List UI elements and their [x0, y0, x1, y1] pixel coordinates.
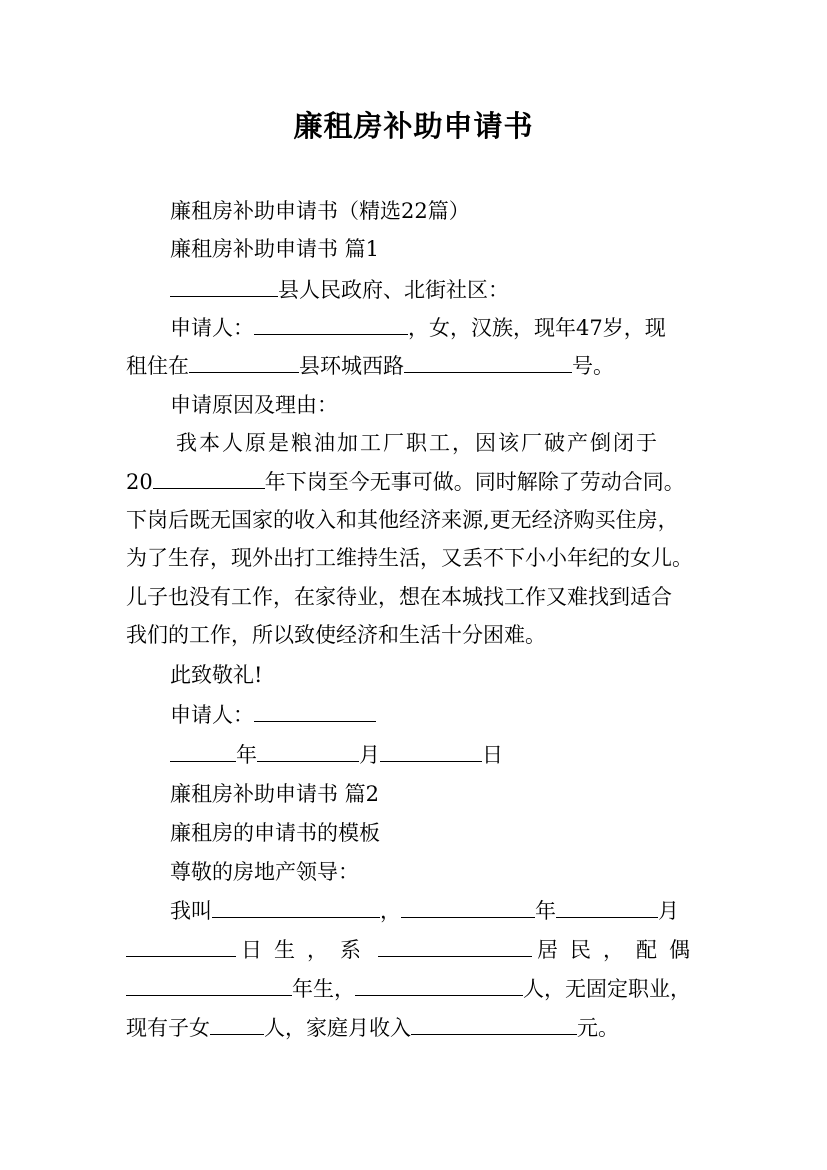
applicant-label: 申请人： — [170, 316, 254, 340]
body-line-4: 为了生存，现外出打工维持生活，又丢不下小小年纪的女儿。 — [126, 546, 693, 570]
signature-label: 申请人： — [170, 703, 254, 727]
signature-line — [170, 700, 376, 730]
birth-year-blank — [401, 899, 535, 918]
article-1-heading: 廉租房补助申请书 篇1 — [170, 237, 380, 261]
document-heading: 廉租房补助申请书（精选22篇） — [170, 199, 470, 223]
document-title: 廉租房补助申请书 — [293, 109, 534, 143]
body-line-3: 下岗后既无国家的收入和其他经济来源,更无经济购买住房， — [126, 508, 679, 532]
closing-line: 此致敬礼! — [170, 663, 263, 687]
date-month-blank — [257, 743, 359, 762]
birth-year-label: 年 — [535, 899, 556, 923]
form-line-4 — [126, 1013, 619, 1043]
body-line-1: 我本人原是粮油加工厂职工，因该厂破产倒闭于 — [176, 431, 659, 455]
residence-prefix: 租住在 — [126, 354, 189, 378]
name-prefix: 我叫 — [170, 899, 212, 923]
residence-suffix: 号。 — [572, 354, 614, 378]
children-count-blank — [210, 1016, 264, 1035]
body-line-2 — [126, 467, 685, 497]
name-comma: ， — [380, 899, 401, 923]
birth-day-blank — [126, 938, 236, 957]
body-line-6: 我们的工作，所以致使经济和生活十分困难。 — [126, 623, 546, 647]
body-line-2-text: 年下岗至今无事可做。同时解除了劳动合同。 — [264, 470, 685, 494]
date-line — [170, 740, 503, 770]
resident-spouse-text: 居民，配偶 — [537, 938, 702, 962]
addressee-line — [170, 275, 509, 305]
layoff-year-blank — [153, 470, 265, 489]
spouse-born-text: 年生， — [292, 977, 355, 1001]
form-line-1 — [170, 896, 679, 926]
salutation-line: 尊敬的房地产领导： — [170, 860, 359, 884]
born-text: 日生，系 — [241, 938, 373, 962]
signature-blank — [254, 703, 376, 722]
name-blank — [212, 899, 380, 918]
date-year-blank — [170, 743, 236, 762]
no-job-text: 人，无固定职业， — [523, 977, 691, 1001]
reason-heading: 申请原因及理由： — [170, 393, 338, 417]
year-prefix: 20 — [126, 470, 153, 494]
spouse-birth-year-blank — [126, 977, 292, 996]
residence-county-blank — [189, 354, 299, 373]
date-month-label: 月 — [359, 743, 380, 767]
residence-line — [126, 351, 614, 381]
date-year-label: 年 — [236, 743, 257, 767]
date-day-label: 日 — [482, 743, 503, 767]
children-prefix: 现有子女 — [126, 1016, 210, 1040]
residency-blank — [378, 938, 532, 957]
applicant-details: ，女，汉族，现年47岁，现 — [408, 316, 666, 340]
residence-road: 县环城西路 — [299, 354, 404, 378]
income-suffix: 元。 — [577, 1016, 619, 1040]
article-2-heading: 廉租房补助申请书 篇2 — [170, 782, 380, 806]
date-day-blank — [380, 743, 482, 762]
county-blank — [170, 278, 278, 297]
applicant-name-blank — [254, 316, 408, 335]
applicant-line — [170, 313, 666, 343]
addressee-text: 县人民政府、北街社区： — [278, 278, 509, 302]
body-line-5: 儿子也没有工作，在家待业，想在本城找工作又难找到适合 — [126, 585, 672, 609]
income-text: 人，家庭月收入 — [264, 1016, 411, 1040]
form-line-2 — [126, 935, 702, 965]
birth-month-label: 月 — [658, 899, 679, 923]
income-blank — [411, 1016, 577, 1035]
birth-month-blank — [556, 899, 658, 918]
form-line-3 — [126, 974, 691, 1004]
article-2-subheading: 廉租房的申请书的模板 — [170, 821, 380, 845]
residence-number-blank — [404, 354, 572, 373]
spouse-name-blank — [355, 977, 523, 996]
